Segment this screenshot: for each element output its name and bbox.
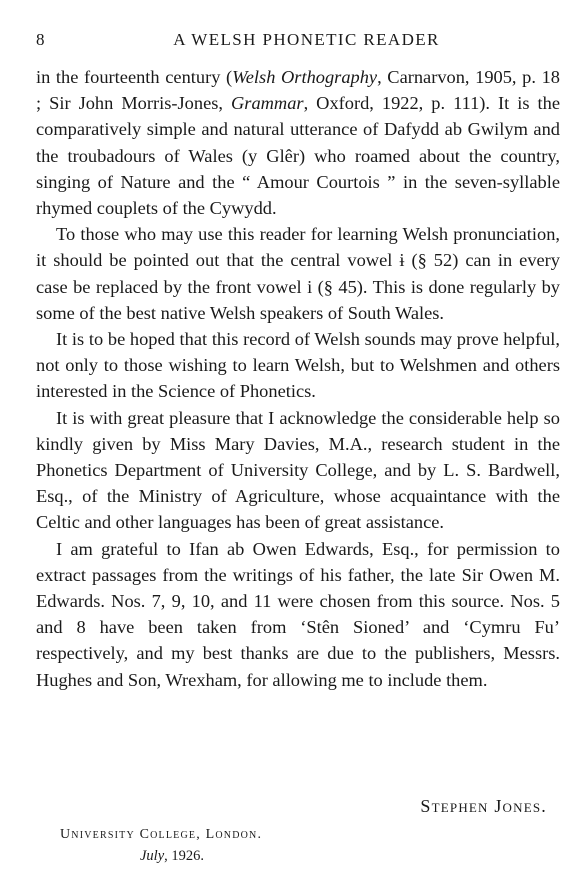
date-year: , 1926. [164, 848, 205, 864]
book-title-grammar: Grammar [231, 93, 304, 114]
paragraph-3 [36, 326, 560, 405]
date-month: July [140, 848, 165, 864]
text-run: It is with great pleasure that I acknowledge the considerable help so kindly given by Miss Mary Davies, M.A., research student in the Phonetics Department of University College, and by L. S. Bardwell, Esq., of the Ministry of Agriculture, whose acquaintance with the Celtic and other languages has been of great assistance. [36, 407, 560, 533]
paragraph-2 [36, 221, 560, 326]
text-run: To those who may use this reader for learning Welsh pronunciation, it should be pointed out that the central vowel ɨ (§ 52) can in every case be replaced by the front vowel i (§ 45). This is done regularly by some of the best native Welsh speakers of South Wales. [36, 224, 560, 323]
page-header [36, 30, 547, 56]
place-line: University College, London. [60, 827, 263, 842]
book-title-welsh-orthography: Welsh Orthography [232, 67, 378, 87]
preface-body [36, 64, 560, 693]
paragraph-1 [36, 64, 560, 221]
date-line [140, 848, 204, 865]
paragraph-4 [36, 405, 560, 536]
paragraph-5 [36, 536, 560, 693]
text-run: , Carnarvon, 1905, p. 18 ; Sir John Morris-Jones, [36, 67, 560, 114]
text-run: It is to be hoped that this record of Welsh sounds may prove helpful, not only to those wishing to learn Welsh, but to Welshmen and others interested in the Science of Phonetics. [36, 329, 560, 402]
text-run: I am grateful to Ifan ab Owen Edwards, Esq., for permission to extract passages from the writings of his father, the late Sir Owen M. Edwards. Nos. 7, 9, 10, and 11 were chosen from this source. Nos. 5 and 8 have been taken from ‘Stên Sioned’ and ‘Cymru Fu’ respectively, and my best thanks are due to the publishers, Messrs. Hughes and Son, Wrexham, for allowing me to include them. [36, 538, 560, 690]
running-title: A WELSH PHONETIC READER [173, 30, 440, 49]
author-signature: Stephen Jones. [420, 796, 547, 816]
text-run: , Oxford, 1922, p. 111). It is the comparatively simple and natural utterance of Dafydd ab Gwilym and the troubadours of Wales (y Glêr) who roamed about the country, singing of Nature and the “ Amour Courtois ” in the seven-syllable rhymed couplets of the Cywydd. [36, 93, 561, 219]
page-number: 8 [36, 30, 46, 49]
text-run: in the fourteenth century ( [36, 67, 233, 87]
